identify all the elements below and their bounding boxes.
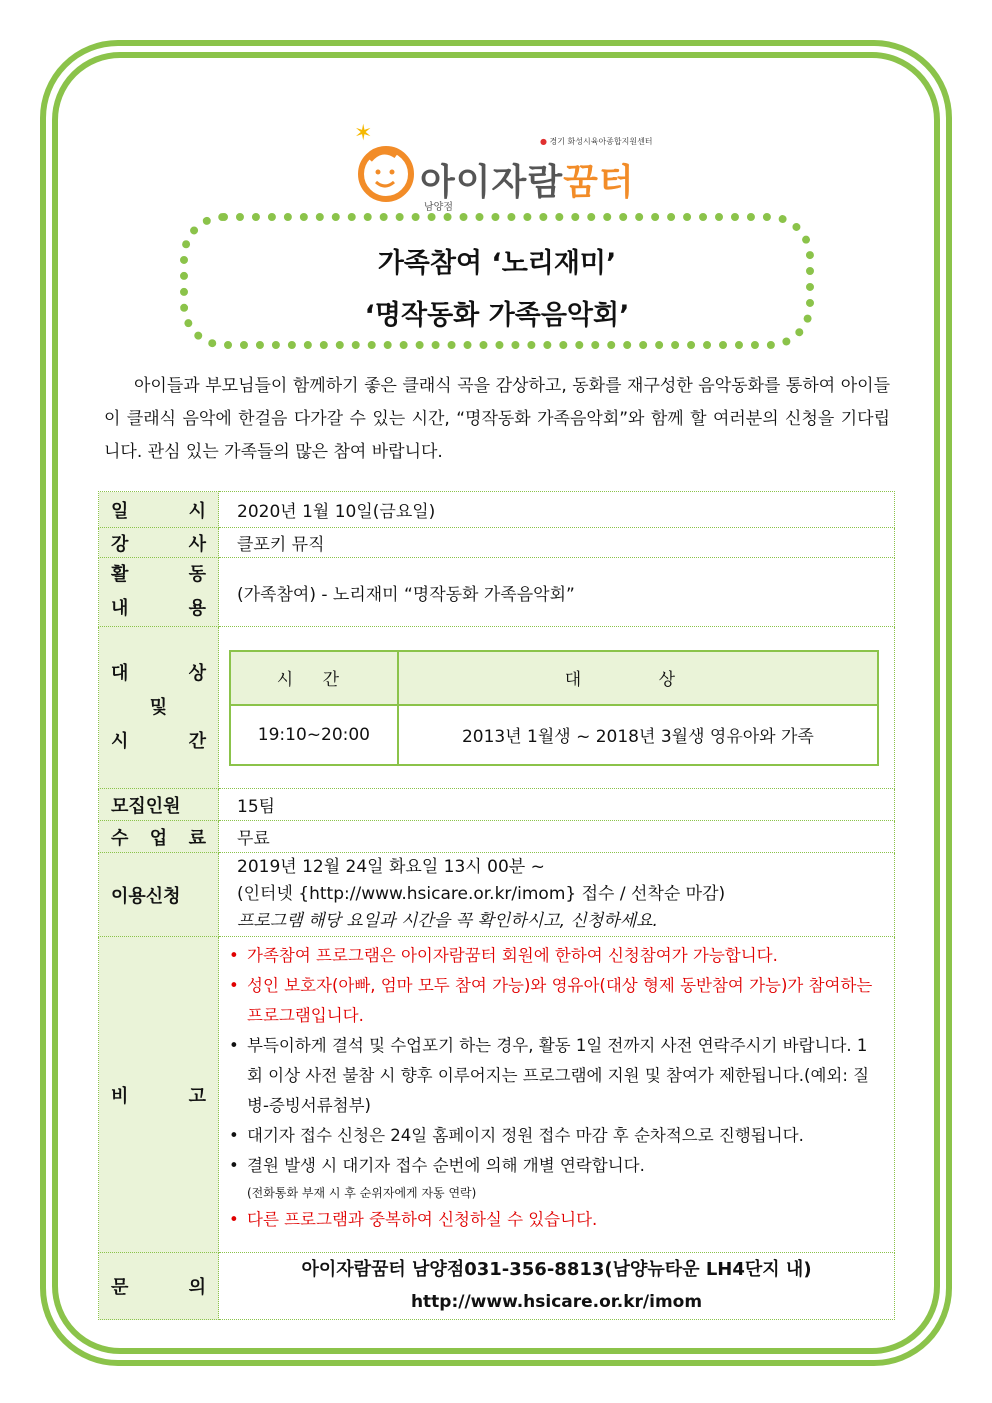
recruit-value: 15팀 (219, 789, 895, 821)
apply-label: 이용신청 (99, 853, 219, 937)
info-table (98, 491, 895, 1320)
instructor-label: 강 사 (99, 528, 219, 558)
target-label-3: 시 간 (111, 730, 206, 752)
logo (352, 120, 652, 212)
fee-label: 수 업 료 (99, 821, 219, 853)
note-item-2: • 성인 보호자(아빠, 엄마 모두 참여 가능)와 영유아(대상 형제 동반참여 가능)가 참여하는 프로그램입니다. (225, 971, 876, 1031)
note-item-4: • 대기자 접수 신청은 24일 홈페이지 정원 접수 마감 후 순차적으로 진행됩니다. (225, 1121, 876, 1151)
contact-label: 문 의 (99, 1253, 219, 1320)
apply-value (219, 853, 895, 937)
note-item-1: • 가족참여 프로그램은 아이자람꿈터 회원에 한하여 신청참여가 가능합니다. (225, 941, 876, 971)
target-label-1: 대 상 (111, 662, 206, 684)
logo-text-main: 아이자람 (420, 162, 564, 203)
row-recruit (99, 789, 895, 821)
row-notes (99, 937, 895, 1253)
title-line-1: 가족참여 ‘노리재미’ (377, 248, 617, 279)
target-value (219, 627, 895, 789)
target-label-2: 및 (149, 696, 168, 718)
title-box (180, 213, 814, 349)
row-contact (99, 1253, 895, 1320)
note-item-3: • 부득이하게 결석 및 수업포기 하는 경우, 활동 1일 전까지 사전 연락주시기 바랍니다. 1회 이상 사전 불참 시 향후 이루어지는 프로그램에 지원 및 참여가 제한됩니다.(예외: 질병-증빙서류첨부) (225, 1031, 876, 1121)
logo-branch: 남양점 (424, 202, 453, 213)
notes-list (225, 941, 876, 1235)
target-label (99, 627, 219, 789)
org-icon: ● (540, 137, 547, 146)
activity-label-2: 내 용 (111, 598, 206, 619)
schedule-target: 2013년 1월생 ~ 2018년 3월생 영유아와 가족 (398, 705, 878, 765)
row-apply (99, 853, 895, 937)
activity-label-1: 활 동 (111, 564, 206, 585)
schedule-row (230, 705, 878, 765)
logo-org (540, 136, 653, 147)
title-line-2: ‘명작동화 가족음악회’ (364, 300, 630, 331)
svg-text:✶: ✶ (354, 121, 373, 146)
row-instructor (99, 528, 895, 558)
row-activity (99, 558, 895, 627)
note-label: 비 고 (99, 937, 219, 1253)
logo-face-icon (352, 120, 422, 212)
activity-label (99, 558, 219, 627)
row-target (99, 627, 895, 789)
recruit-label: 모집인원 (99, 789, 219, 821)
apply-line-1: 2019년 12월 24일 화요일 13시 00분 ~ (237, 857, 545, 877)
activity-value: (가족참여) - 노리재미 “명작동화 가족음악회” (219, 558, 895, 627)
schedule-header (230, 651, 878, 705)
instructor-value: 클포키 뮤직 (219, 528, 895, 558)
schedule-time: 19:10~20:00 (230, 705, 398, 765)
date-label: 일 시 (99, 492, 219, 528)
date-value: 2020년 1월 10일(금요일) (219, 492, 895, 528)
note-item-5-sub: (전화통화 부재 시 후 순위자에게 자동 연락) (247, 1186, 477, 1200)
note-item-6: • 다른 프로그램과 중복하여 신청하실 수 있습니다. (225, 1205, 876, 1235)
note-item-5: • 결원 발생 시 대기자 접수 순번에 의해 개별 연락합니다. (225, 1151, 876, 1181)
row-fee (99, 821, 895, 853)
schedule-head-time: 시 간 (230, 651, 398, 705)
contact-url[interactable]: http://www.hsicare.or.kr/imom (410, 1292, 703, 1312)
logo-org-text: 경기 화성시육아종합지원센터 (549, 137, 653, 146)
apply-line-3: 프로그램 해당 요일과 시간을 꼭 확인하시고, 신청하세요. (237, 911, 658, 931)
intro-paragraph (104, 370, 890, 469)
intro-text: 아이들과 부모님들이 함께하기 좋은 클래식 곡을 감상하고, 동화를 재구성한 음악동화를 통하여 아이들이 클래식 음악에 한걸음 다가갈 수 있는 시간, “명작동화 가족음악회”와 함께 할 여러분의 신청을 기다립니다. 관심 있는 가족들의 많은 참여 바랍니다. (104, 376, 890, 462)
contact-phone: 아이자람꿈터 남양점031-356-8813(남양뉴타운 LH4단지 내) (301, 1259, 812, 1280)
contact-value (219, 1253, 895, 1320)
schedule-head-target: 대 상 (398, 651, 878, 705)
schedule-table (229, 650, 879, 766)
fee-value: 무료 (219, 821, 895, 853)
apply-line-2: (인터넷 {http://www.hsicare.or.kr/imom} 접수 / 선착순 마감) (237, 884, 726, 904)
logo-text-accent: 꿈터 (563, 162, 635, 203)
note-value (219, 937, 895, 1253)
row-date (99, 492, 895, 528)
